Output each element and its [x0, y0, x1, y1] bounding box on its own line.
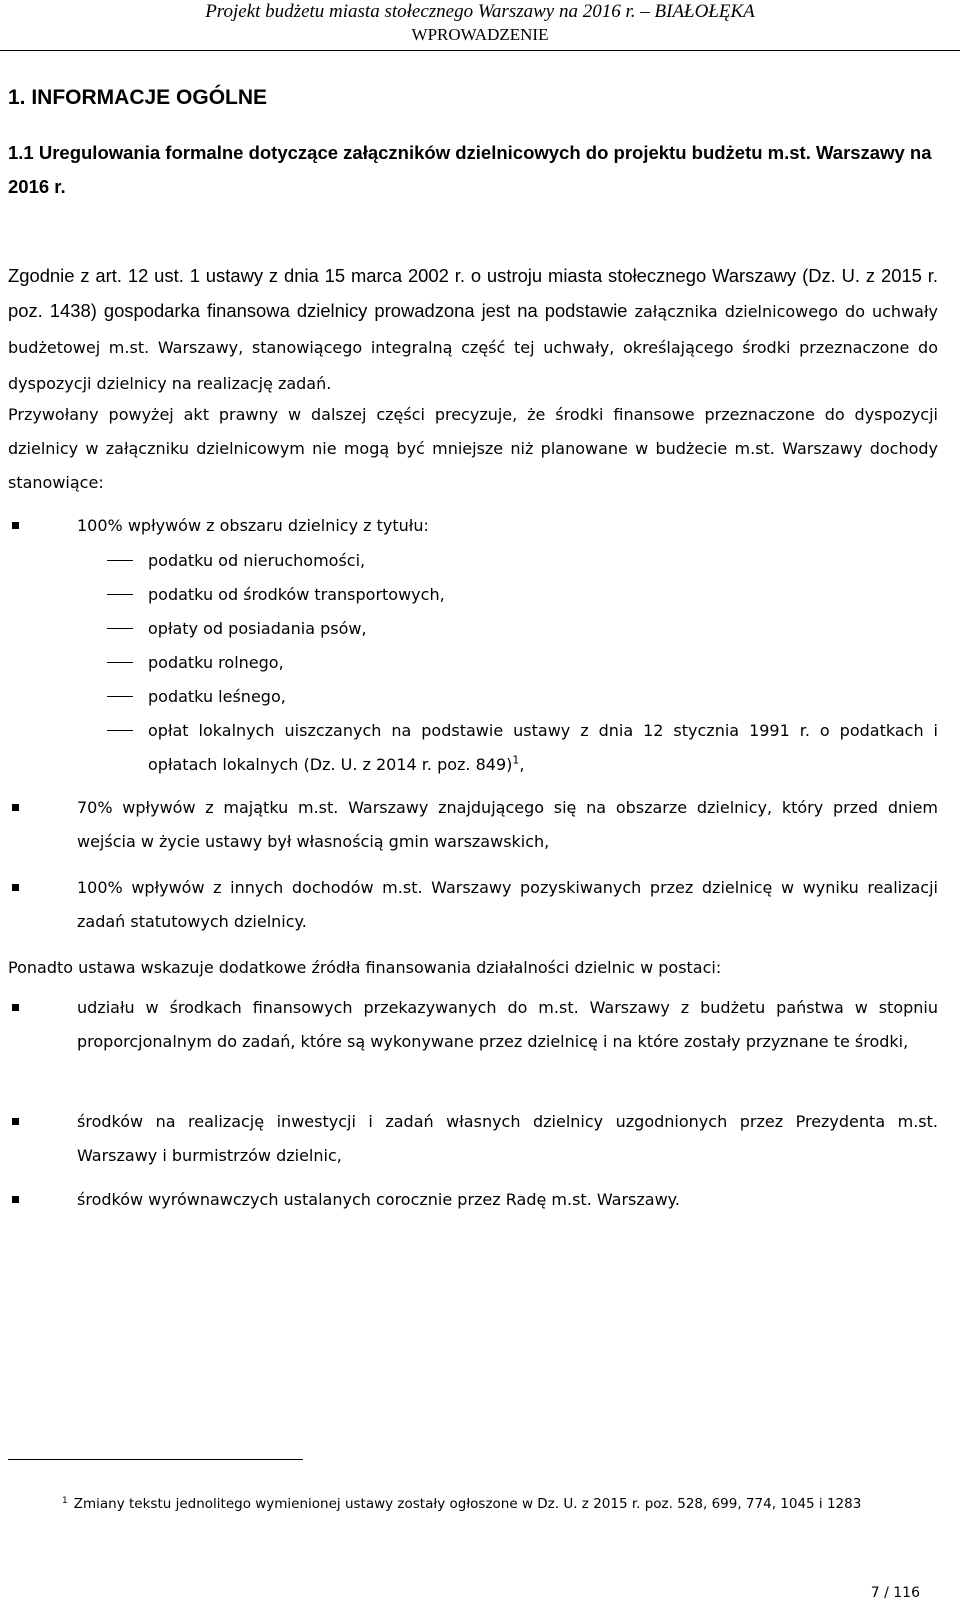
dash-bullet-icon — [107, 662, 133, 663]
square-bullet-icon — [12, 1004, 19, 1011]
square-bullet-icon — [12, 884, 19, 891]
sub-list-item-text: podatku od środków transportowych, — [148, 585, 445, 604]
paragraph-revenues-intro: Przywołany powyżej akt prawny w dalszej części precyzuje, że środki finansowe przeznaczone do dyspozycji dzielnicy w załączniku dzielnicowym nie mogą być mniejsze niż planowane w budżecie m.st. Warszawy dochody stanowiące: — [8, 405, 938, 492]
square-bullet-icon — [12, 804, 19, 811]
square-bullet-icon — [12, 1118, 19, 1125]
sub-list-item-text-main: opłat lokalnych uiszczanych na podstawie ustawy z dnia 12 stycznia 1991 r. o podatkach i opłatach lokalnych (Dz. U. z 2014 r. poz. 849) — [148, 721, 938, 774]
page-number: 7 / 116 — [870, 1585, 920, 1601]
subsection-heading: 1.1 Uregulowania formalne dotyczące załączników dzielnicowych do projektu budżetu m.st. Warszawy na 2016 r. — [8, 142, 932, 197]
dash-bullet-icon — [107, 730, 133, 731]
paragraph-legal-basis-part1: Zgodnie z art. 12 ust. 1 ustawy z dnia 15 marca 2002 r. o ustroju miasta stołecznego Warszawy (Dz. U. z 2015 r. poz. 1438) gospodarka finansowa dzielnicy prowadzona jest na podstawie — [8, 265, 938, 321]
sub-list-item — [107, 714, 938, 782]
list-item — [60, 991, 938, 1059]
list-item-text: środków na realizację inwestycji i zadań własnych dzielnicy uzgodnionych przez Prezydenta m.st. Warszawy i burmistrzów dzielnic, — [77, 1112, 938, 1165]
sub-list-item — [107, 544, 938, 578]
paragraph-additional-sources: Ponadto ustawa wskazuje dodatkowe źródła finansowania działalności dzielnic w postaci: — [8, 958, 722, 977]
sub-list-item-text-end: , — [519, 755, 525, 774]
sub-list-item-text — [148, 714, 938, 782]
sub-list-item-text: podatku od nieruchomości, — [148, 551, 366, 570]
paragraph-legal-basis-part2: załącznika dzielnicowego do uchwały budżetowej m.st. Warszawy, stanowiącego integralną część tej uchwały, określającego środki przeznaczone do dyspozycji dzielnicy na realizację zadań. — [8, 302, 938, 393]
square-bullet-icon — [12, 1196, 19, 1203]
footnote — [62, 1493, 942, 1515]
sub-list-item — [107, 612, 938, 646]
footnote-reference[interactable]: 1 — [512, 753, 520, 767]
footnote-marker: 1 — [62, 1495, 68, 1506]
running-header-subtitle: WPROWADZENIE — [411, 25, 549, 44]
dash-bullet-icon — [107, 560, 133, 561]
sub-list-item — [107, 680, 938, 714]
list-item — [60, 1183, 938, 1217]
list-item-text: 100% wpływów z innych dochodów m.st. Warszawy pozyskiwanych przez dzielnicę w wyniku realizacji zadań statutowych dzielnicy. — [77, 878, 938, 931]
footnote-text: Zmiany tekstu jednolitego wymienionej ustawy zostały ogłoszone w Dz. U. z 2015 r. poz. 528, 699, 774, 1045 i 1283 — [73, 1496, 862, 1512]
square-bullet-icon — [12, 522, 19, 529]
list-item-text: udziału w środkach finansowych przekazywanych do m.st. Warszawy z budżetu państwa w stopniu proporcjonalnym do zadań, które są wykonywane przez dzielnicę i na które zostały przyznane te środki, — [77, 998, 938, 1051]
list-item-text: 100% wpływów z obszaru dzielnicy z tytułu: — [77, 516, 429, 535]
sub-list-item-text: opłaty od posiadania psów, — [148, 619, 367, 638]
section-heading: 1. INFORMACJE OGÓLNE — [8, 86, 268, 109]
list-item-text: środków wyrównawczych ustalanych corocznie przez Radę m.st. Warszawy. — [77, 1190, 680, 1209]
sub-list-item-text: podatku rolnego, — [148, 653, 284, 672]
dash-bullet-icon — [107, 696, 133, 697]
list-item — [60, 871, 938, 939]
sub-list-item — [107, 578, 938, 612]
header-rule — [0, 50, 960, 51]
running-header-title: Projekt budżetu miasta stołecznego Warszawy na 2016 r. – BIAŁOŁĘKA — [205, 1, 755, 22]
sub-list-item — [107, 646, 938, 680]
dash-bullet-icon — [107, 628, 133, 629]
paragraph-legal-basis — [8, 258, 938, 401]
list-item — [60, 509, 938, 543]
sub-list-item-text: podatku leśnego, — [148, 687, 286, 706]
dash-bullet-icon — [107, 594, 133, 595]
footnote-rule — [8, 1459, 303, 1460]
list-item — [60, 791, 938, 859]
list-item-text: 70% wpływów z majątku m.st. Warszawy znajdującego się na obszarze dzielnicy, który przed dniem wejścia w życie ustawy był własnością gmin warszawskich, — [77, 798, 938, 851]
list-item — [60, 1105, 938, 1173]
